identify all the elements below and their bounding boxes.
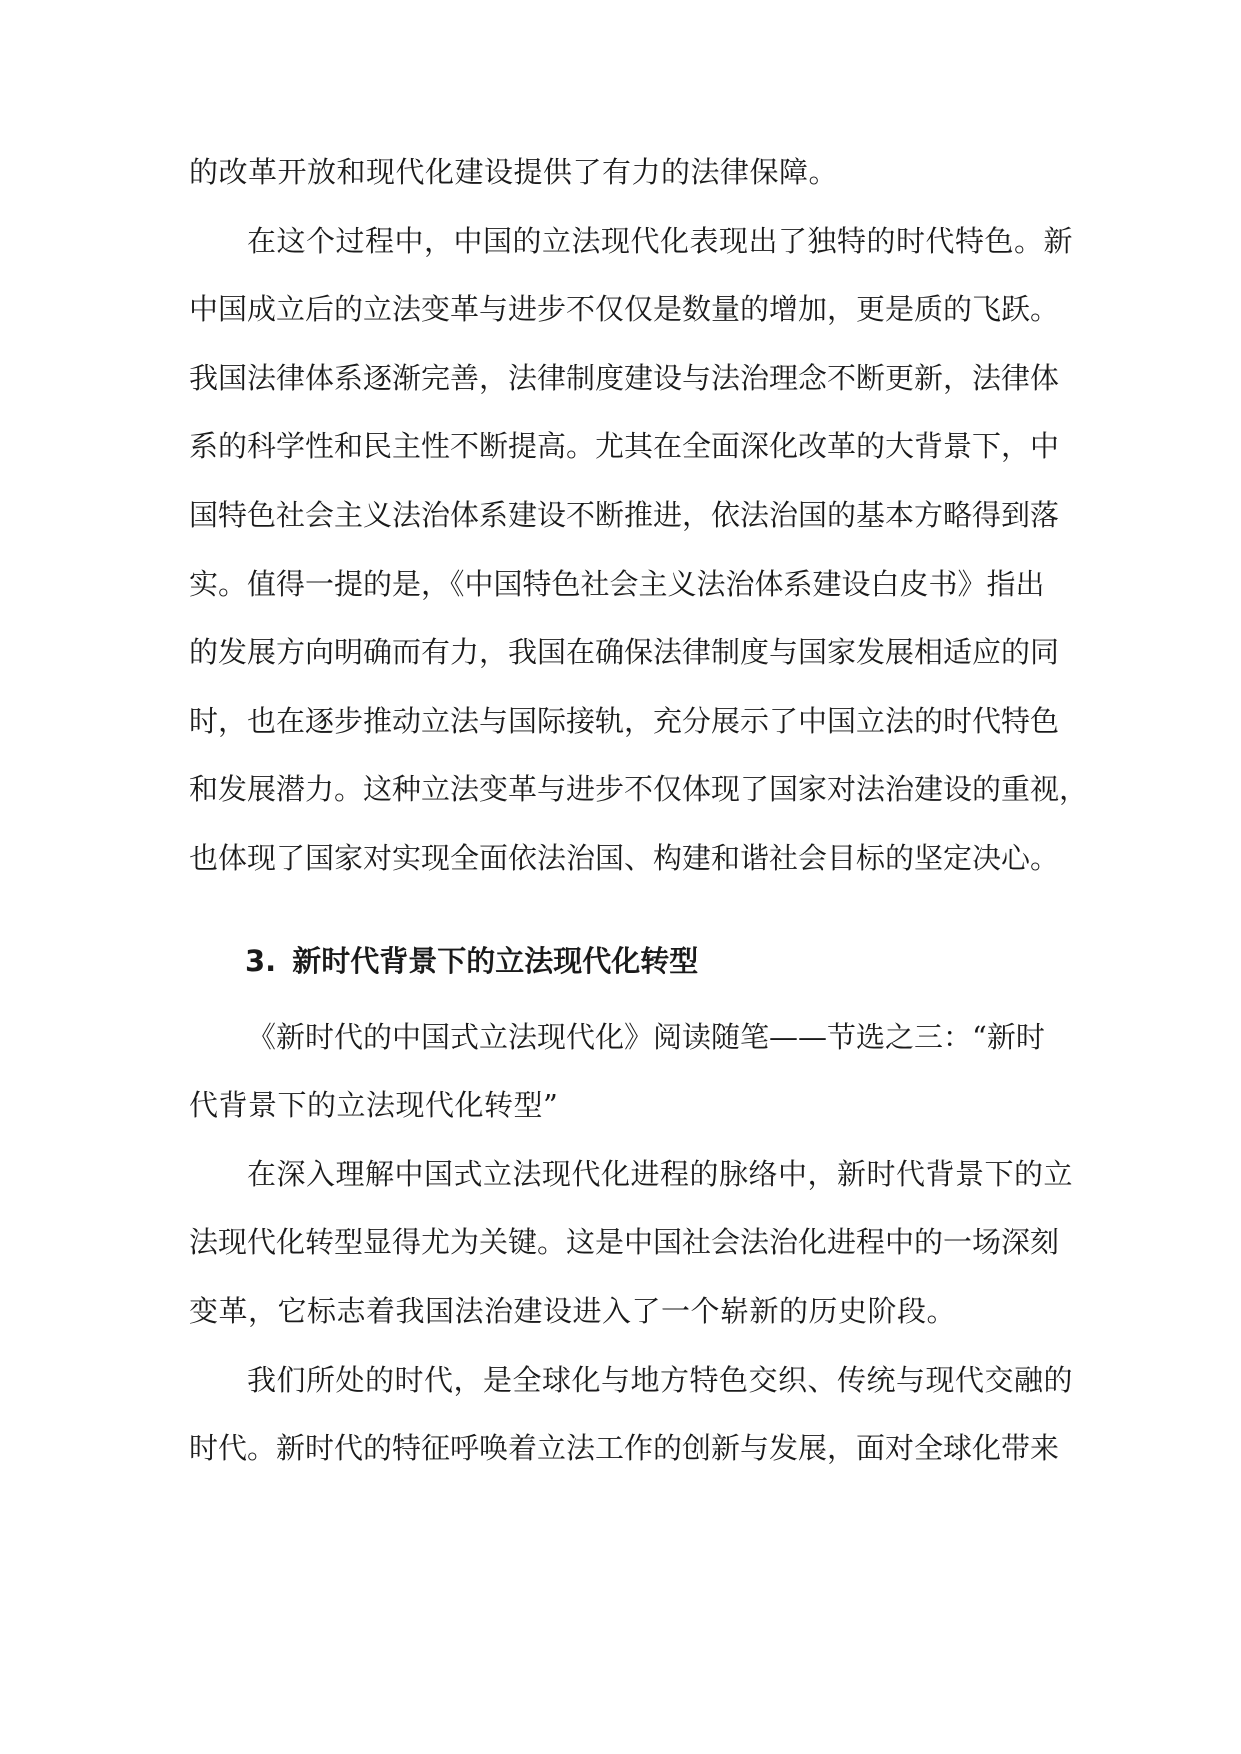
paragraph-line: 我国法律体系逐渐完善，法律制度建设与法治理念不断更新，法律体 <box>189 360 1060 395</box>
paragraph-2 <box>189 207 1089 893</box>
paragraph-3 <box>189 1003 1049 1140</box>
paragraph-line: 中国成立后的立法变革与进步不仅仅是数量的增加，更是质的飞跃。 <box>189 292 1060 327</box>
paragraph-line: 实。值得一提的是，《中国特色社会主义法治体系建设白皮书》指出 <box>189 566 1045 601</box>
paragraph-line: 系的科学性和民主性不断提高。尤其在全面深化改革的大背景下，中 <box>189 429 1060 464</box>
paragraph-line: 在深入理解中国式立法现代化进程的脉络中，新时代背景下的立 <box>247 1156 1074 1191</box>
section-heading <box>189 919 1049 1003</box>
paragraph-line: 代背景下的立法现代化转型” <box>189 1088 559 1123</box>
paragraph-line: 的发展方向明确而有力，我国在确保法律制度与国家发展相适应的同 <box>189 635 1060 670</box>
paragraph-line: 《新时代的中国式立法现代化》阅读随笔——节选之三：“新时 <box>247 1019 1045 1054</box>
paragraph-line: 时，也在逐步推动立法与国际接轨，充分展示了中国立法的时代特色 <box>189 703 1060 738</box>
paragraph-line: 法现代化转型显得尤为关键。这是中国社会法治化进程中的一场深刻 <box>189 1225 1060 1260</box>
section-title: 新时代背景下的立法现代化转型 <box>292 943 699 978</box>
paragraph-line: 和发展潜力。这种立法变革与进步不仅体现了国家对法治建设的重视， <box>189 772 1089 807</box>
paragraph-line: 国特色社会主义法治体系建设不断推进，依法治国的基本方略得到落 <box>189 497 1060 532</box>
paragraph-4 <box>189 1140 1074 1346</box>
document-body <box>189 138 1089 1483</box>
paragraph-line: 也体现了国家对实现全面依法治国、构建和谐社会目标的坚定决心。 <box>189 840 1060 875</box>
paragraph-line: 在这个过程中，中国的立法现代化表现出了独特的时代特色。新 <box>247 223 1074 258</box>
section-number: 3. <box>245 943 277 978</box>
paragraph-line: 时代。新时代的特征呼唤着立法工作的创新与发展，面对全球化带来 <box>189 1431 1060 1466</box>
paragraph-1 <box>189 138 1049 207</box>
paragraph-5 <box>189 1346 1074 1483</box>
paragraph-line: 的改革开放和现代化建设提供了有力的法律保障。 <box>189 155 839 189</box>
paragraph-line: 变革，它标志着我国法治建设进入了一个崭新的历史阶段。 <box>189 1293 957 1328</box>
paragraph-line: 我们所处的时代，是全球化与地方特色交织、传统与现代交融的 <box>247 1362 1074 1397</box>
